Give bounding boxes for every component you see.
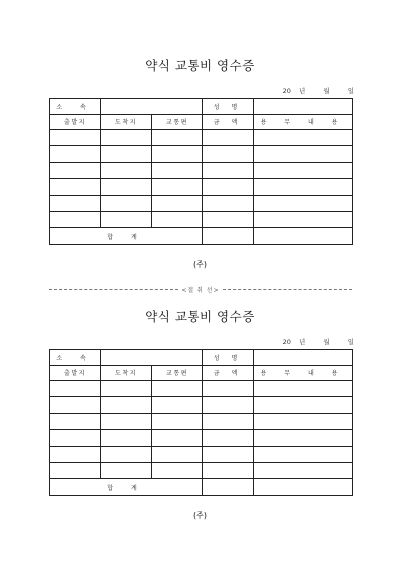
transport-cell[interactable] — [152, 413, 203, 429]
total-label: 합 계 — [50, 228, 203, 244]
table-row — [50, 130, 353, 146]
purpose-cell[interactable] — [254, 381, 353, 397]
transport-cell[interactable] — [152, 179, 203, 195]
total-label: 합 계 — [50, 479, 203, 495]
date-year-unit: 년 — [299, 87, 306, 95]
arrival-cell[interactable] — [101, 446, 152, 462]
amount-cell[interactable] — [203, 381, 254, 397]
receipt-table — [49, 349, 353, 496]
purpose-cell[interactable] — [254, 430, 353, 446]
column-header-departure: 출발지 — [50, 114, 101, 130]
total-row — [50, 479, 353, 495]
purpose-cell[interactable] — [254, 211, 353, 227]
arrival-cell[interactable] — [101, 413, 152, 429]
table-row — [50, 211, 353, 227]
table-row — [50, 195, 353, 211]
arrival-cell[interactable] — [101, 211, 152, 227]
purpose-cell[interactable] — [254, 413, 353, 429]
departure-cell[interactable] — [50, 381, 101, 397]
total-purpose-cell[interactable] — [254, 479, 353, 495]
column-header-amount: 금 액 — [203, 365, 254, 381]
affiliation-row — [50, 99, 353, 115]
arrival-cell[interactable] — [101, 381, 152, 397]
arrival-cell[interactable] — [101, 430, 152, 446]
table-row — [50, 397, 353, 413]
amount-cell[interactable] — [203, 211, 254, 227]
total-row — [50, 228, 353, 244]
departure-cell[interactable] — [50, 397, 101, 413]
transport-cell[interactable] — [152, 381, 203, 397]
purpose-cell[interactable] — [254, 397, 353, 413]
departure-cell[interactable] — [50, 146, 101, 162]
amount-cell[interactable] — [203, 195, 254, 211]
arrival-cell[interactable] — [101, 146, 152, 162]
transport-cell[interactable] — [152, 130, 203, 146]
arrival-cell[interactable] — [101, 179, 152, 195]
affiliation-label: 소 속 — [50, 350, 101, 366]
total-amount-cell[interactable] — [203, 479, 254, 495]
transport-cell[interactable] — [152, 430, 203, 446]
transport-cell[interactable] — [152, 146, 203, 162]
affiliation-label: 소 속 — [50, 99, 101, 115]
table-row — [50, 413, 353, 429]
cut-line-dash-right — [223, 289, 352, 290]
purpose-cell[interactable] — [254, 146, 353, 162]
amount-cell[interactable] — [203, 462, 254, 478]
amount-cell[interactable] — [203, 446, 254, 462]
departure-cell[interactable] — [50, 162, 101, 178]
name-label: 성 명 — [203, 99, 254, 115]
cut-line — [49, 284, 352, 294]
transport-cell[interactable] — [152, 211, 203, 227]
amount-cell[interactable] — [203, 413, 254, 429]
arrival-cell[interactable] — [101, 195, 152, 211]
table-row — [50, 146, 353, 162]
transport-cell[interactable] — [152, 462, 203, 478]
total-purpose-cell[interactable] — [254, 228, 353, 244]
company-mark: (주) — [193, 260, 207, 269]
transport-cell[interactable] — [152, 397, 203, 413]
departure-cell[interactable] — [50, 413, 101, 429]
purpose-cell[interactable] — [254, 130, 353, 146]
departure-cell[interactable] — [50, 195, 101, 211]
total-amount-cell[interactable] — [203, 228, 254, 244]
name-field[interactable] — [254, 99, 353, 115]
purpose-cell[interactable] — [254, 162, 353, 178]
transport-cell[interactable] — [152, 162, 203, 178]
table-row — [50, 446, 353, 462]
transport-cell[interactable] — [152, 446, 203, 462]
affiliation-row — [50, 350, 353, 366]
purpose-cell[interactable] — [254, 446, 353, 462]
name-label: 성 명 — [203, 350, 254, 366]
column-header-row — [50, 114, 353, 130]
cut-line-dash-left — [49, 289, 178, 290]
date-month-unit: 월 — [323, 338, 330, 346]
departure-cell[interactable] — [50, 446, 101, 462]
departure-cell[interactable] — [50, 179, 101, 195]
affiliation-field[interactable] — [101, 350, 203, 366]
name-field[interactable] — [254, 350, 353, 366]
column-header-departure: 출발지 — [50, 365, 101, 381]
purpose-cell[interactable] — [254, 179, 353, 195]
receipt-title: 약식 교통비 영수증 — [145, 58, 255, 73]
column-header-purpose: 용 무 내 용 — [254, 114, 353, 130]
amount-cell[interactable] — [203, 179, 254, 195]
arrival-cell[interactable] — [101, 462, 152, 478]
table-row — [50, 462, 353, 478]
departure-cell[interactable] — [50, 211, 101, 227]
amount-cell[interactable] — [203, 146, 254, 162]
column-header-transport: 교통편 — [152, 114, 203, 130]
departure-cell[interactable] — [50, 130, 101, 146]
departure-cell[interactable] — [50, 462, 101, 478]
arrival-cell[interactable] — [101, 397, 152, 413]
column-header-arrival: 도착지 — [101, 114, 152, 130]
date-day-unit: 일 — [347, 338, 354, 346]
column-header-amount: 금 액 — [203, 114, 254, 130]
date-month-unit: 월 — [323, 87, 330, 95]
date-year-prefix: 20 — [282, 87, 291, 95]
date-year-unit: 년 — [299, 338, 306, 346]
table-row — [50, 381, 353, 397]
column-header-purpose: 용 무 내 용 — [254, 365, 353, 381]
purpose-cell[interactable] — [254, 462, 353, 478]
arrival-cell[interactable] — [101, 162, 152, 178]
receipt-table — [49, 98, 353, 245]
amount-cell[interactable] — [203, 130, 254, 146]
transport-cell[interactable] — [152, 195, 203, 211]
departure-cell[interactable] — [50, 430, 101, 446]
arrival-cell[interactable] — [101, 130, 152, 146]
receipt-title: 약식 교통비 영수증 — [145, 309, 255, 324]
affiliation-field[interactable] — [101, 99, 203, 115]
cut-line-label: <절 취 선> — [181, 286, 220, 294]
purpose-cell[interactable] — [254, 195, 353, 211]
amount-cell[interactable] — [203, 162, 254, 178]
date-line — [283, 86, 354, 95]
column-header-row — [50, 365, 353, 381]
table-row — [50, 430, 353, 446]
amount-cell[interactable] — [203, 430, 254, 446]
amount-cell[interactable] — [203, 397, 254, 413]
date-day-unit: 일 — [347, 87, 354, 95]
column-header-arrival: 도착지 — [101, 365, 152, 381]
column-header-transport: 교통편 — [152, 365, 203, 381]
table-row — [50, 162, 353, 178]
table-row — [50, 179, 353, 195]
company-mark: (주) — [193, 511, 207, 520]
date-line — [283, 337, 354, 346]
date-year-prefix: 20 — [282, 338, 291, 346]
